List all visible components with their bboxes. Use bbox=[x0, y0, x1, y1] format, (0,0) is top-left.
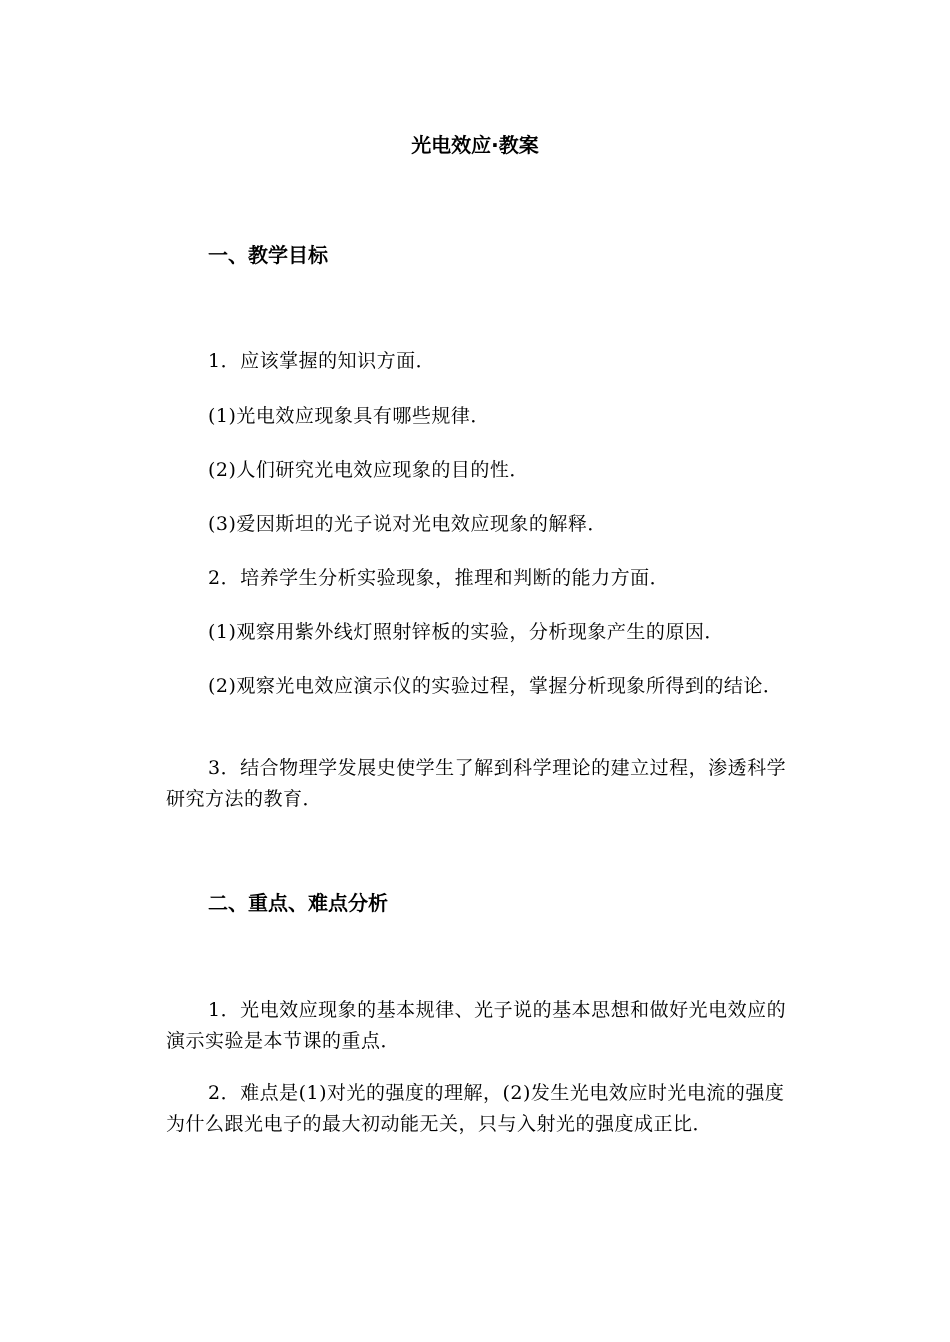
paragraph: (1)光电效应现象具有哪些规律． bbox=[208, 405, 490, 427]
paragraph: 2．培养学生分析实验现象，推理和判断的能力方面． bbox=[208, 567, 670, 589]
document-title: 光电效应·教案 bbox=[411, 133, 539, 157]
paragraph: 1．光电效应现象的基本规律、光子说的基本思想和做好光电效应的演示实验是本节课的重点． bbox=[166, 999, 787, 1052]
paragraph: 2．难点是(1)对光的强度的理解，(2)发生光电效应时光电流的强度为什么跟光电子的最大初动能无关，只与入射光的强度成正比． bbox=[166, 1082, 785, 1135]
paragraph: (2)人们研究光电效应现象的目的性． bbox=[208, 459, 529, 481]
paragraph: 1．应该掌握的知识方面． bbox=[208, 350, 436, 372]
paragraph: (2)观察光电效应演示仪的实验过程，掌握分析现象所得到的结论． bbox=[208, 675, 783, 697]
section-heading-key-points: 二、重点、难点分析 bbox=[208, 891, 388, 915]
paragraph: (3)爱因斯坦的光子说对光电效应现象的解释． bbox=[208, 513, 607, 535]
section-heading-teaching-objectives: 一、教学目标 bbox=[208, 243, 328, 267]
paragraph: 3．结合物理学发展史使学生了解到科学理论的建立过程，渗透科学研究方法的教育． bbox=[166, 757, 787, 810]
paragraph: (1)观察用紫外线灯照射锌板的实验，分析现象产生的原因． bbox=[208, 621, 724, 643]
